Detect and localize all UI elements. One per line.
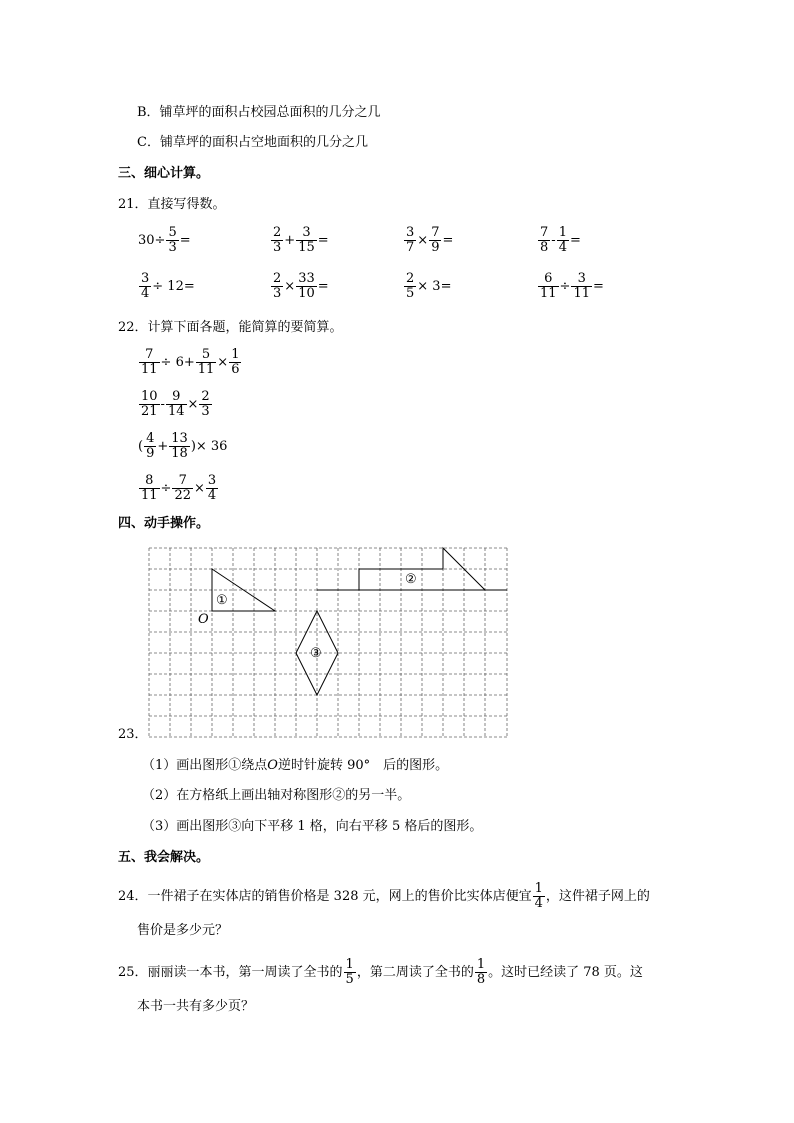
question-24-line-2: 售价是多少元？ xyxy=(137,923,229,938)
q21-expr-1: 30÷ $\frac{5}{3}$ = xyxy=(138,225,191,255)
q21-expr-4: $\frac{7}{8}$ - $\frac{1}{4}$ = xyxy=(540,225,581,255)
q22-calc-4: $\frac{8}{11}$ ÷ $\frac{7}{22}$ × $\frac{3}{4}$ xyxy=(141,473,217,503)
section-4-heading: 四、动手操作。 xyxy=(118,516,210,531)
shape-2-half xyxy=(359,548,485,590)
q23-part-3: （3）画出图形③向下平移 1 格，向右平移 5 格后的图形。 xyxy=(142,819,483,834)
q21-expr-2: $\frac{2}{3}$ + $\frac{3}{15}$ = xyxy=(273,225,329,255)
label-point-o: O xyxy=(198,612,209,627)
label-shape-3: ③ xyxy=(310,646,322,661)
question-25-line-1: 25．丽丽读一本书，第一周读了全书的 $\frac{1}{5}$ ，第二周读了全书的 $\frac{1}{8}$ 。这时已经读了 78 页。这 xyxy=(118,957,643,987)
q21-expr-8: $\frac{6}{11}$ ÷ $\frac{3}{11}$ = xyxy=(540,271,604,301)
question-22: 22．计算下面各题，能简算的要简算。 xyxy=(118,320,343,335)
option-b: B．铺草坪的面积占校园总面积的几分之几 xyxy=(137,105,381,120)
q21-expr-7: $\frac{2}{5}$ × 3= xyxy=(406,271,452,301)
label-shape-1: ① xyxy=(216,593,228,608)
question-25-line-2: 本书一共有多少页？ xyxy=(137,999,255,1014)
q22-calc-2: $\frac{10}{21}$ - $\frac{9}{14}$ × $\frac{2}{3}$ xyxy=(141,389,210,419)
section-5-heading: 五、我会解决。 xyxy=(118,850,210,865)
q22-calc-1: $\frac{7}{11}$ ÷ 6+ $\frac{5}{11}$ × $\frac{1}{6}$ xyxy=(141,347,240,377)
dashed-grid xyxy=(149,548,507,737)
q22-calc-3: ( $\frac{4}{9}$ + $\frac{13}{18}$ )× 36 xyxy=(138,431,228,461)
question-23-number: 23． xyxy=(118,727,148,742)
option-c: C．铺草坪的面积占空地面积的几分之几 xyxy=(137,135,368,150)
question-24-line-1: 24．一件裙子在实体店的销售价格是 328 元，网上的售价比实体店便宜 $\frac{1}{4}$ ，这件裙子网上的 xyxy=(118,881,650,911)
q21-expr-5: $\frac{3}{4}$ ÷ 12= xyxy=(141,271,195,301)
section-3-heading: 三、细心计算。 xyxy=(118,166,210,181)
q23-part-2: （2）在方格纸上画出轴对称图形②的另一半。 xyxy=(142,788,411,803)
question-21: 21．直接写得数。 xyxy=(118,197,226,212)
q23-part-1: （1）画出图形①绕点O逆时针旋转 90° 后的图形。 xyxy=(142,758,449,773)
q21-expr-3: $\frac{3}{7}$ × $\frac{7}{9}$ = xyxy=(406,225,454,255)
q21-expr-6: $\frac{2}{3}$ × $\frac{33}{10}$ = xyxy=(273,271,329,301)
label-shape-2: ② xyxy=(405,572,417,587)
